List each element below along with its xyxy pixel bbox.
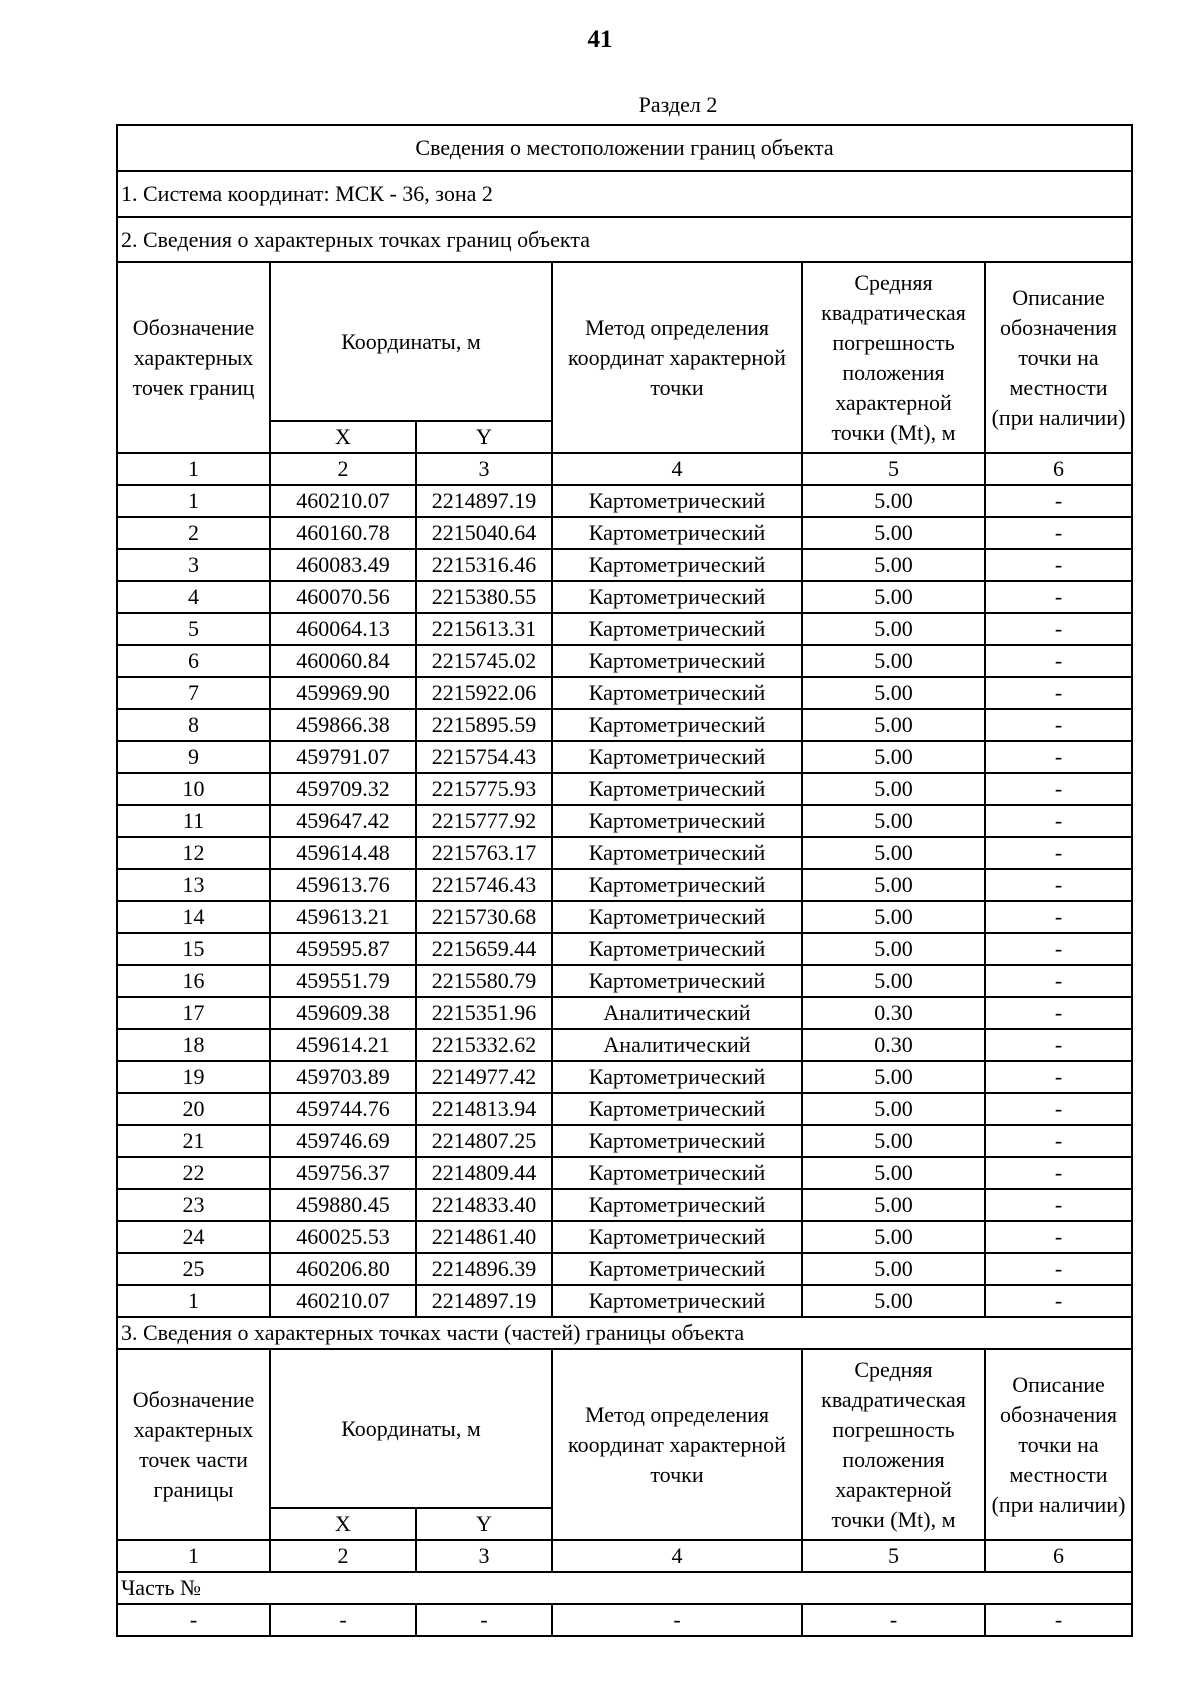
point-mt: 5.00 <box>802 869 985 901</box>
page-number: 41 <box>587 26 613 53</box>
point-method: Картометрический <box>552 517 802 549</box>
point-method: Картометрический <box>552 773 802 805</box>
point-number: 13 <box>117 869 270 901</box>
point-mt: 5.00 <box>802 1125 985 1157</box>
point-description: - <box>985 1029 1132 1061</box>
point-x: 459746.69 <box>270 1125 416 1157</box>
section-parts-heading: 3. Сведения о характерных точках части (частей) границы объекта <box>117 1317 1132 1349</box>
header-error: Средняя квадратическая погрешность положения характерной точки (Mt), м <box>802 262 985 453</box>
header-part-method: Метод определения координат характерной точки <box>552 1349 802 1540</box>
point-description: - <box>985 1061 1132 1093</box>
header-method: Метод определения координат характерной точки <box>552 262 802 453</box>
table-row <box>117 517 1132 549</box>
point-y: 2215763.17 <box>416 837 552 869</box>
point-mt: 5.00 <box>802 613 985 645</box>
point-method: Аналитический <box>552 997 802 1029</box>
point-x: 460083.49 <box>270 549 416 581</box>
column-number-row <box>117 453 1132 485</box>
point-description: - <box>985 1285 1132 1317</box>
point-y: 2215380.55 <box>416 581 552 613</box>
header-description: Описание обозначения точки на местности (при наличии) <box>985 262 1132 453</box>
point-x: 459866.38 <box>270 709 416 741</box>
column-number: 2 <box>270 453 416 485</box>
table-row <box>117 1189 1132 1221</box>
point-x: 460210.07 <box>270 1285 416 1317</box>
point-number: 24 <box>117 1221 270 1253</box>
point-description: - <box>985 965 1132 997</box>
point-description: - <box>985 709 1132 741</box>
point-y: 2215745.02 <box>416 645 552 677</box>
point-x: 460210.07 <box>270 485 416 517</box>
point-y: 2215316.46 <box>416 549 552 581</box>
point-mt: 5.00 <box>802 901 985 933</box>
point-description: - <box>985 1093 1132 1125</box>
point-number: 10 <box>117 773 270 805</box>
point-mt: 5.00 <box>802 805 985 837</box>
point-mt: 5.00 <box>802 741 985 773</box>
point-method: Картометрический <box>552 1221 802 1253</box>
point-mt: 0.30 <box>802 1029 985 1061</box>
header-part-coordinates: Координаты, м <box>270 1349 552 1508</box>
point-method: Картометрический <box>552 869 802 901</box>
header-part-x: X <box>270 1508 416 1540</box>
part-cell: - <box>270 1604 416 1636</box>
table-row <box>117 709 1132 741</box>
point-x: 460070.56 <box>270 581 416 613</box>
column-number: 2 <box>270 1540 416 1572</box>
point-x: 459647.42 <box>270 805 416 837</box>
table-row <box>117 613 1132 645</box>
point-number: 11 <box>117 805 270 837</box>
point-number: 1 <box>117 485 270 517</box>
point-x: 459614.48 <box>270 837 416 869</box>
point-description: - <box>985 1189 1132 1221</box>
point-mt: 5.00 <box>802 485 985 517</box>
section-points-heading: 2. Сведения о характерных точках границ объекта <box>117 217 1132 262</box>
point-description: - <box>985 485 1132 517</box>
point-description: - <box>985 549 1132 581</box>
header-part-point-designation: Обозначение характерных точек части границы <box>117 1349 270 1540</box>
header-y: Y <box>416 421 552 453</box>
point-mt: 5.00 <box>802 965 985 997</box>
column-number: 1 <box>117 1540 270 1572</box>
point-number: 12 <box>117 837 270 869</box>
point-x: 459744.76 <box>270 1093 416 1125</box>
point-x: 459613.76 <box>270 869 416 901</box>
point-number: 20 <box>117 1093 270 1125</box>
point-number: 4 <box>117 581 270 613</box>
point-method: Картометрический <box>552 1285 802 1317</box>
point-y: 2215351.96 <box>416 997 552 1029</box>
point-mt: 5.00 <box>802 677 985 709</box>
point-x: 459551.79 <box>270 965 416 997</box>
point-x: 459880.45 <box>270 1189 416 1221</box>
point-y: 2214861.40 <box>416 1221 552 1253</box>
point-method: Картометрический <box>552 805 802 837</box>
table-row <box>117 485 1132 517</box>
column-number: 4 <box>552 1540 802 1572</box>
point-description: - <box>985 997 1132 1029</box>
point-description: - <box>985 837 1132 869</box>
point-mt: 5.00 <box>802 773 985 805</box>
point-mt: 5.00 <box>802 1061 985 1093</box>
point-y: 2215754.43 <box>416 741 552 773</box>
header-part-description: Описание обозначения точки на местности (при наличии) <box>985 1349 1132 1540</box>
point-x: 459791.07 <box>270 741 416 773</box>
point-description: - <box>985 741 1132 773</box>
part-cell: - <box>416 1604 552 1636</box>
point-y: 2215746.43 <box>416 869 552 901</box>
point-description: - <box>985 581 1132 613</box>
table-row <box>117 741 1132 773</box>
point-y: 2215659.44 <box>416 933 552 965</box>
table-row <box>117 1093 1132 1125</box>
point-mt: 5.00 <box>802 1221 985 1253</box>
point-mt: 5.00 <box>802 1189 985 1221</box>
point-number: 17 <box>117 997 270 1029</box>
point-number: 19 <box>117 1061 270 1093</box>
point-description: - <box>985 517 1132 549</box>
table-row <box>117 901 1132 933</box>
header-coordinates: Координаты, м <box>270 262 552 421</box>
column-number: 4 <box>552 453 802 485</box>
point-number: 23 <box>117 1189 270 1221</box>
point-number: 1 <box>117 1285 270 1317</box>
point-x: 460206.80 <box>270 1253 416 1285</box>
point-y: 2215895.59 <box>416 709 552 741</box>
point-x: 459703.89 <box>270 1061 416 1093</box>
point-mt: 5.00 <box>802 581 985 613</box>
table-row <box>117 965 1132 997</box>
table-row <box>117 1061 1132 1093</box>
column-number: 3 <box>416 1540 552 1572</box>
table-row <box>117 1157 1132 1189</box>
column-number: 5 <box>802 453 985 485</box>
point-number: 9 <box>117 741 270 773</box>
part-cell: - <box>117 1604 270 1636</box>
point-description: - <box>985 869 1132 901</box>
point-x: 459614.21 <box>270 1029 416 1061</box>
column-number: 6 <box>985 1540 1132 1572</box>
header-x: X <box>270 421 416 453</box>
point-number: 15 <box>117 933 270 965</box>
point-mt: 5.00 <box>802 837 985 869</box>
point-method: Картометрический <box>552 677 802 709</box>
table-row <box>117 1285 1132 1317</box>
point-mt: 5.00 <box>802 1285 985 1317</box>
point-method: Картометрический <box>552 933 802 965</box>
table-row <box>117 645 1132 677</box>
point-method: Картометрический <box>552 709 802 741</box>
point-y: 2214897.19 <box>416 1285 552 1317</box>
point-y: 2215613.31 <box>416 613 552 645</box>
point-number: 5 <box>117 613 270 645</box>
table-row <box>117 837 1132 869</box>
point-description: - <box>985 933 1132 965</box>
point-method: Аналитический <box>552 1029 802 1061</box>
point-method: Картометрический <box>552 1253 802 1285</box>
point-x: 459969.90 <box>270 677 416 709</box>
point-x: 459609.38 <box>270 997 416 1029</box>
point-method: Картометрический <box>552 1093 802 1125</box>
header-point-designation: Обозначение характерных точек границ <box>117 262 270 453</box>
table-row <box>117 773 1132 805</box>
point-method: Картометрический <box>552 485 802 517</box>
point-y: 2214833.40 <box>416 1189 552 1221</box>
point-description: - <box>985 1125 1132 1157</box>
point-y: 2214813.94 <box>416 1093 552 1125</box>
point-x: 459613.21 <box>270 901 416 933</box>
header-part-error: Средняя квадратическая погрешность положения характерной точки (Mt), м <box>802 1349 985 1540</box>
point-description: - <box>985 677 1132 709</box>
table-row <box>117 869 1132 901</box>
point-number: 6 <box>117 645 270 677</box>
point-method: Картометрический <box>552 837 802 869</box>
point-y: 2215580.79 <box>416 965 552 997</box>
point-number: 16 <box>117 965 270 997</box>
point-y: 2214896.39 <box>416 1253 552 1285</box>
point-method: Картометрический <box>552 901 802 933</box>
table-row <box>117 997 1132 1029</box>
point-description: - <box>985 805 1132 837</box>
table-row <box>117 933 1132 965</box>
table-row <box>117 805 1132 837</box>
point-x: 460160.78 <box>270 517 416 549</box>
point-number: 2 <box>117 517 270 549</box>
point-number: 14 <box>117 901 270 933</box>
point-method: Картометрический <box>552 1061 802 1093</box>
point-description: - <box>985 773 1132 805</box>
point-mt: 5.00 <box>802 709 985 741</box>
point-x: 460060.84 <box>270 645 416 677</box>
coord-system: 1. Система координат: МСК - 36, зона 2 <box>117 171 1132 217</box>
column-number: 1 <box>117 453 270 485</box>
section-label: Раздел 2 <box>638 92 718 117</box>
point-method: Картометрический <box>552 1125 802 1157</box>
point-description: - <box>985 613 1132 645</box>
point-description: - <box>985 645 1132 677</box>
point-y: 2214977.42 <box>416 1061 552 1093</box>
point-y: 2215730.68 <box>416 901 552 933</box>
part-cell: - <box>985 1604 1132 1636</box>
point-number: 18 <box>117 1029 270 1061</box>
point-method: Картометрический <box>552 1157 802 1189</box>
boundary-table <box>116 124 1133 1637</box>
point-y: 2215332.62 <box>416 1029 552 1061</box>
point-y: 2214809.44 <box>416 1157 552 1189</box>
column-number: 3 <box>416 453 552 485</box>
point-description: - <box>985 1157 1132 1189</box>
point-method: Картометрический <box>552 645 802 677</box>
part-cell: - <box>552 1604 802 1636</box>
point-number: 8 <box>117 709 270 741</box>
part-column-number-row <box>117 1540 1132 1572</box>
point-mt: 5.00 <box>802 933 985 965</box>
point-number: 22 <box>117 1157 270 1189</box>
point-mt: 0.30 <box>802 997 985 1029</box>
table-row <box>117 677 1132 709</box>
point-description: - <box>985 1221 1132 1253</box>
point-description: - <box>985 901 1132 933</box>
point-method: Картометрический <box>552 581 802 613</box>
point-number: 21 <box>117 1125 270 1157</box>
point-x: 460025.53 <box>270 1221 416 1253</box>
point-mt: 5.00 <box>802 645 985 677</box>
table-row <box>117 1221 1132 1253</box>
point-x: 460064.13 <box>270 613 416 645</box>
part-label: Часть № <box>117 1572 1132 1604</box>
point-x: 459595.87 <box>270 933 416 965</box>
point-mt: 5.00 <box>802 1253 985 1285</box>
header-part-y: Y <box>416 1508 552 1540</box>
point-method: Картометрический <box>552 1189 802 1221</box>
point-number: 3 <box>117 549 270 581</box>
point-y: 2214897.19 <box>416 485 552 517</box>
part-row <box>117 1604 1132 1636</box>
point-x: 459756.37 <box>270 1157 416 1189</box>
point-y: 2215922.06 <box>416 677 552 709</box>
point-method: Картометрический <box>552 741 802 773</box>
column-number: 6 <box>985 453 1132 485</box>
point-number: 7 <box>117 677 270 709</box>
table-row <box>117 1253 1132 1285</box>
point-mt: 5.00 <box>802 1093 985 1125</box>
column-number: 5 <box>802 1540 985 1572</box>
point-method: Картометрический <box>552 613 802 645</box>
part-cell: - <box>802 1604 985 1636</box>
point-mt: 5.00 <box>802 517 985 549</box>
table-row <box>117 1125 1132 1157</box>
point-x: 459709.32 <box>270 773 416 805</box>
table-row <box>117 1029 1132 1061</box>
point-y: 2215777.92 <box>416 805 552 837</box>
point-mt: 5.00 <box>802 1157 985 1189</box>
point-y: 2215040.64 <box>416 517 552 549</box>
point-description: - <box>985 1253 1132 1285</box>
table-row <box>117 581 1132 613</box>
point-y: 2214807.25 <box>416 1125 552 1157</box>
point-method: Картометрический <box>552 965 802 997</box>
point-method: Картометрический <box>552 549 802 581</box>
point-number: 25 <box>117 1253 270 1285</box>
table-row <box>117 549 1132 581</box>
point-y: 2215775.93 <box>416 773 552 805</box>
table-title: Сведения о местоположении границ объекта <box>117 125 1132 171</box>
point-mt: 5.00 <box>802 549 985 581</box>
